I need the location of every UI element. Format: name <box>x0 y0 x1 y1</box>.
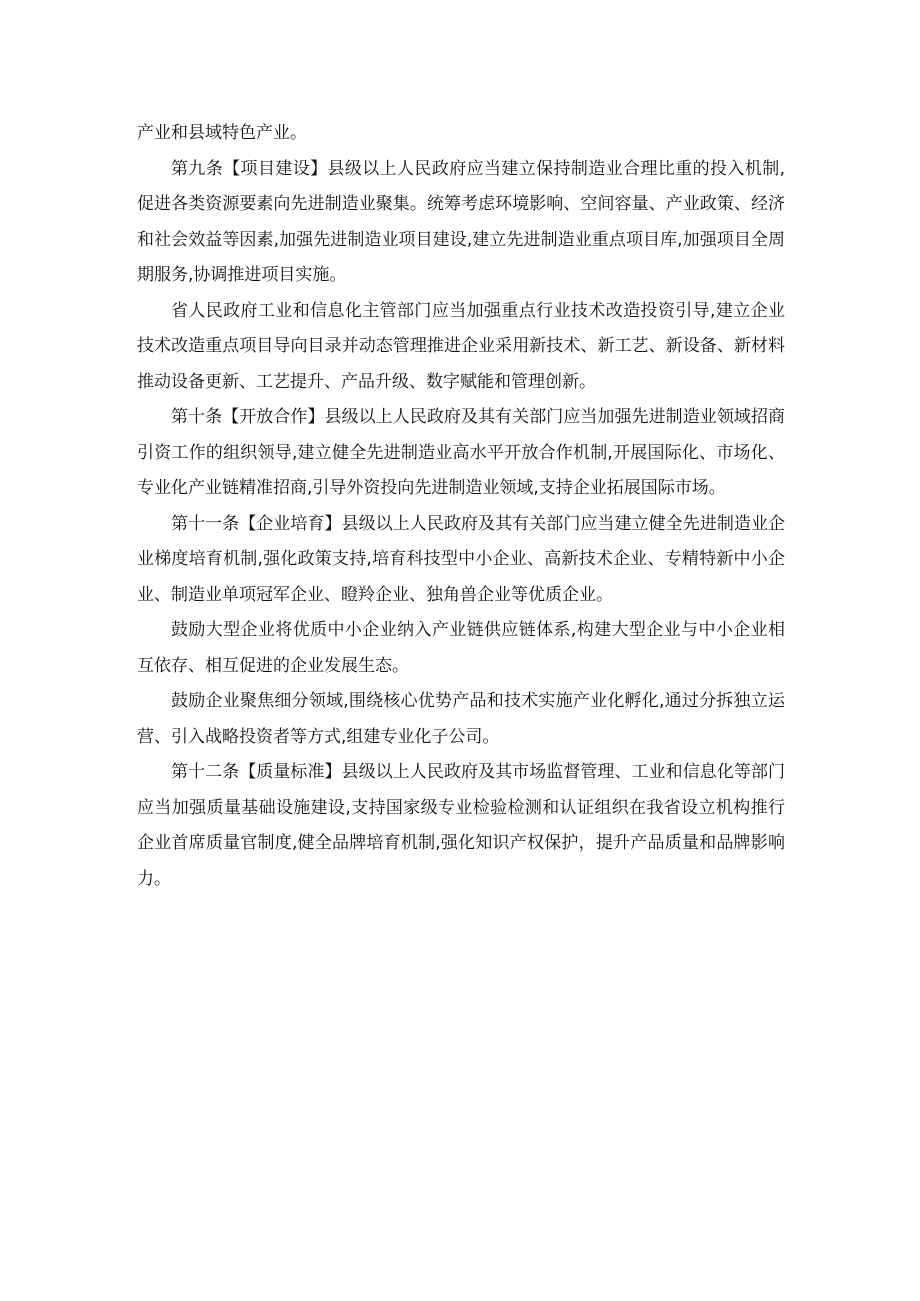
document-body <box>137 116 785 897</box>
paragraph-article-10: 第十条【开放合作】县级以上人民政府及其有关部门应当加强先进制造业领域招商引资工作的组织领导,建立健全先进制造业高水平开放合作机制,开展国际化、市场化、专业化产业链精准招商,引导外资投向先进制造业领域,支持企业拓展国际市场。 <box>137 407 785 498</box>
paragraph-article-9: 第九条【项目建设】县级以上人民政府应当建立保持制造业合理比重的投入机制,促进各类资源要素向先进制造业聚集。统筹考虑环境影响、空间容量、产业政策、经济和社会效益等因素,加强先进制造业项目建设,建立先进制造业重点项目库,加强项目全周期服务,协调推进项目实施。 <box>137 158 785 285</box>
paragraph-article-12: 第十二条【质量标准】县级以上人民政府及其市场监督管理、工业和信息化等部门应当加强质量基础设施建设,支持国家级专业检验检测和认证组织在我省设立机构推行企业首席质量官制度,健全品牌培育机制,强化知识产权保护，提升产品质量和品牌影响力。 <box>137 762 785 889</box>
paragraph-niche-fields: 鼓励企业聚焦细分领域,围绕核心优势产品和技术实施产业化孵化,通过分拆独立运营、引入战略投资者等方式,组建专业化子公司。 <box>137 691 785 747</box>
paragraph-article-11: 第十一条【企业培育】县级以上人民政府及其有关部门应当建立健全先进制造业企业梯度培育机制,强化政策支持,培育科技型中小企业、高新技术企业、专精特新中小企业、制造业单项冠军企业、瞪羚企业、独角兽企业等优质企业。 <box>137 513 785 605</box>
paragraph-large-enterprises: 鼓励大型企业将优质中小企业纳入产业链供应链体系,构建大型企业与中小企业相互依存、相互促进的企业发展生态。 <box>137 620 785 676</box>
paragraph-continuation: 产业和县域特色产业。 <box>137 123 307 143</box>
paragraph-tech-upgrade: 省人民政府工业和信息化主管部门应当加强重点行业技术改造投资引导,建立企业技术改造重点项目导向目录并动态管理推进企业采用新技术、新工艺、新设备、新材料推动设备更新、工艺提升、产品升级、数字赋能和管理创新。 <box>137 300 785 392</box>
